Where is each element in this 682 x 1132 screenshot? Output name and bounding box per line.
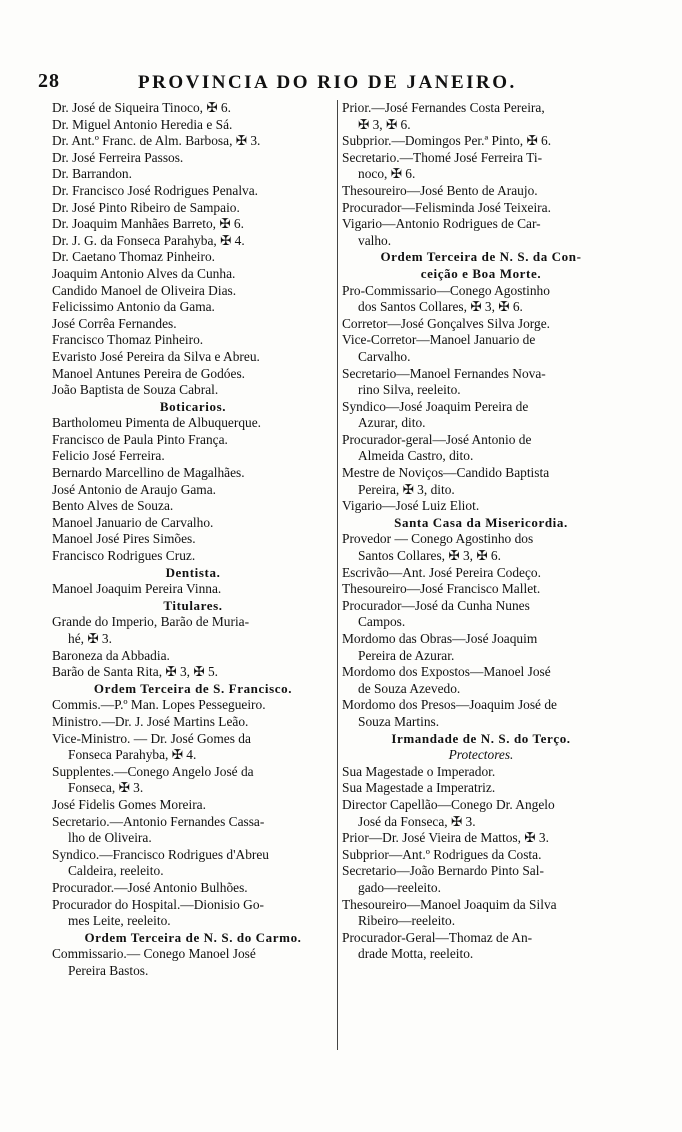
text-line: Procurador—Felisminda José Teixeira. bbox=[342, 199, 551, 215]
page-number: 28 bbox=[38, 70, 60, 92]
text-line: Provedor — Conego Agostinho dos bbox=[342, 531, 534, 547]
column-divider bbox=[337, 100, 338, 1050]
text-line: José Corrêa Fernandes. bbox=[52, 315, 177, 331]
text-line: Grande do Imperio, Barão de Muria- bbox=[52, 614, 250, 630]
text-line: Dr. José Pinto Ribeiro de Sampaio. bbox=[52, 199, 240, 215]
text-line: Thesoureiro—José Francisco Mallet. bbox=[342, 581, 541, 597]
text-line: Thesoureiro—Manoel Joaquim da Silva bbox=[342, 896, 557, 912]
section-heading: Ordem Terceira de N. S. do Carmo. bbox=[84, 929, 302, 945]
text-line: Dr. Francisco José Rodrigues Penalva. bbox=[52, 182, 259, 198]
text-line: Subprior—Ant.º Rodrigues da Costa. bbox=[342, 846, 542, 862]
text-line: Prior—Dr. José Vieira de Mattos, ✠ 3. bbox=[342, 830, 549, 846]
text-line: Manoel Joaquim Pereira Vinna. bbox=[52, 581, 222, 597]
text-line: Baroneza da Abbadia. bbox=[52, 647, 170, 663]
page-header bbox=[38, 70, 648, 94]
text-line: Syndico.—Francisco Rodrigues d'Abreu bbox=[52, 846, 270, 862]
text-line: Santos Collares, ✠ 3, ✠ 6. bbox=[358, 548, 501, 564]
text-line: Almeida Castro, dito. bbox=[358, 448, 474, 464]
text-line: Sua Magestade o Imperador. bbox=[342, 763, 496, 779]
text-line: Pereira, ✠ 3, dito. bbox=[358, 481, 455, 497]
text-line: valho. bbox=[358, 232, 392, 248]
text-line: Protectores. bbox=[448, 747, 514, 763]
text-line: Azurar, dito. bbox=[358, 415, 426, 431]
text-line: Dr. Caetano Thomaz Pinheiro. bbox=[52, 249, 216, 265]
text-line: Dr. Miguel Antonio Heredia e Sá. bbox=[52, 116, 233, 132]
text-line: Pereira Bastos. bbox=[68, 962, 149, 978]
text-line: Subprior.—Domingos Per.ª Pinto, ✠ 6. bbox=[342, 133, 552, 149]
text-line: Pereira de Azurar. bbox=[358, 647, 455, 663]
text-line: Secretario.—Antonio Fernandes Cassa- bbox=[52, 813, 265, 829]
text-line: Manoel José Pires Simões. bbox=[52, 531, 196, 547]
section-heading: Ordem Terceira de N. S. da Con- bbox=[380, 249, 582, 265]
text-line: lho de Oliveira. bbox=[68, 830, 152, 846]
text-line: drade Motta, reeleito. bbox=[358, 946, 474, 962]
text-line: Carvalho. bbox=[358, 348, 411, 364]
text-line: Commissario.— Conego Manoel José bbox=[52, 946, 256, 962]
section-heading: Titulares. bbox=[163, 597, 223, 613]
text-line: Ministro.—Dr. J. José Martins Leão. bbox=[52, 713, 249, 729]
text-line: Secretario—Manoel Fernandes Nova- bbox=[342, 365, 546, 381]
text-line: Francisco Thomaz Pinheiro. bbox=[52, 332, 204, 348]
text-line: Vigario—José Luiz Eliot. bbox=[342, 498, 480, 514]
text-line: Bento Alves de Souza. bbox=[52, 498, 174, 514]
text-line: Barão de Santa Rita, ✠ 3, ✠ 5. bbox=[52, 664, 218, 680]
text-line: Dr. J. G. da Fonseca Parahyba, ✠ 4. bbox=[52, 232, 245, 248]
text-line: Procurador-geral—José Antonio de bbox=[342, 431, 532, 447]
text-line: Dr. Joaquim Manhães Barreto, ✠ 6. bbox=[52, 216, 244, 232]
section-heading: Boticarios. bbox=[159, 398, 227, 414]
text-line: Candido Manoel de Oliveira Dias. bbox=[52, 282, 237, 298]
text-line: José Fidelis Gomes Moreira. bbox=[52, 796, 206, 812]
text-line: Dr. José de Siqueira Tinoco, ✠ 6. bbox=[52, 100, 231, 115]
text-line: Felicissimo Antonio da Gama. bbox=[52, 299, 215, 315]
text-line: gado—reeleito. bbox=[358, 879, 441, 895]
text-line: Fonseca, ✠ 3. bbox=[68, 780, 144, 796]
text-line: Procurador.—José Antonio Bulhões. bbox=[52, 879, 248, 895]
text-line: Procurador do Hospital.—Dionisio Go- bbox=[52, 896, 264, 912]
text-line: rino Silva, reeleito. bbox=[358, 382, 461, 398]
text-line: Commis.—P.º Man. Lopes Pessegueiro. bbox=[52, 697, 266, 713]
text-line: José da Fonseca, ✠ 3. bbox=[358, 813, 476, 829]
text-line: Prior.—José Fernandes Costa Pereira, bbox=[342, 100, 545, 115]
text-line: ✠ 3, ✠ 6. bbox=[358, 116, 411, 132]
text-line: Syndico—José Joaquim Pereira de bbox=[342, 398, 529, 414]
text-line: Dr. Barrandon. bbox=[52, 166, 132, 182]
text-line: Mordomo das Obras—José Joaquim bbox=[342, 631, 538, 646]
text-line: Procurador—José da Cunha Nunes bbox=[342, 597, 530, 613]
text-line: Bartholomeu Pimenta de Albuquerque. bbox=[52, 415, 261, 431]
text-line: Thesoureiro—José Bento de Araujo. bbox=[342, 182, 538, 198]
section-heading: Santa Casa da Misericordia. bbox=[394, 514, 568, 530]
right-column bbox=[342, 100, 620, 963]
section-heading: Irmandade de N. S. do Terço. bbox=[391, 730, 571, 746]
left-column bbox=[52, 100, 334, 979]
text-line: Secretario.—Thomé José Ferreira Ti- bbox=[342, 149, 543, 165]
text-line: Ribeiro—reeleito. bbox=[358, 913, 456, 929]
section-heading: Dentista. bbox=[165, 564, 221, 580]
text-line: Mordomo dos Expostos—Manoel José bbox=[342, 664, 551, 680]
section-heading: Ordem Terceira de S. Francisco. bbox=[93, 680, 293, 696]
text-line: Bernardo Marcellino de Magalhães. bbox=[52, 465, 245, 481]
text-line: Secretario—João Bernardo Pinto Sal- bbox=[342, 863, 544, 879]
text-line: Joaquim Antonio Alves da Cunha. bbox=[52, 265, 236, 281]
text-line: Mordomo dos Presos—Joaquim José de bbox=[342, 697, 557, 713]
text-line: de Souza Azevedo. bbox=[358, 680, 461, 696]
text-line: noco, ✠ 6. bbox=[358, 166, 416, 182]
text-line: mes Leite, reeleito. bbox=[68, 913, 171, 929]
text-line: Pro-Commissario—Conego Agostinho bbox=[342, 282, 550, 298]
text-line: Dr. José Ferreira Passos. bbox=[52, 149, 184, 165]
text-line: Caldeira, reeleito. bbox=[68, 863, 164, 879]
text-line: Director Capellão—Conego Dr. Angelo bbox=[342, 796, 555, 812]
text-line: João Baptista de Souza Cabral. bbox=[52, 382, 219, 398]
text-line: hé, ✠ 3. bbox=[68, 631, 112, 646]
text-line: Francisco Rodrigues Cruz. bbox=[52, 548, 196, 564]
text-line: Vice-Ministro. — Dr. José Gomes da bbox=[52, 730, 251, 746]
text-line: Manoel Antunes Pereira de Godóes. bbox=[52, 365, 245, 381]
text-line: Felicio José Ferreira. bbox=[52, 448, 165, 464]
text-line: Procurador-Geral—Thomaz de An- bbox=[342, 929, 533, 945]
running-title: PROVINCIA DO RIO DE JANEIRO. bbox=[138, 72, 517, 93]
text-line: José Antonio de Araujo Gama. bbox=[52, 481, 217, 497]
text-line: dos Santos Collares, ✠ 3, ✠ 6. bbox=[358, 299, 523, 315]
text-line: Souza Martins. bbox=[358, 713, 440, 729]
text-line: Mestre de Noviços—Candido Baptista bbox=[342, 465, 550, 481]
text-line: Corretor—José Gonçalves Silva Jorge. bbox=[342, 315, 551, 331]
text-line: Fonseca Parahyba, ✠ 4. bbox=[68, 747, 197, 763]
text-line: Escrivão—Ant. José Pereira Codeço. bbox=[342, 564, 541, 580]
text-line: Sua Magestade a Imperatriz. bbox=[342, 780, 496, 796]
text-line: Campos. bbox=[358, 614, 406, 630]
text-line: Supplentes.—Conego Angelo José da bbox=[52, 763, 254, 779]
text-line: Francisco de Paula Pinto França. bbox=[52, 431, 228, 447]
text-line: Vice-Corretor—Manoel Januario de bbox=[342, 332, 536, 348]
text-line: Dr. Ant.º Franc. de Alm. Barbosa, ✠ 3. bbox=[52, 133, 261, 149]
text-line: Evaristo José Pereira da Silva e Abreu. bbox=[52, 348, 260, 364]
text-line: Vigario—Antonio Rodrigues de Car- bbox=[342, 216, 541, 232]
text-line: Manoel Januario de Carvalho. bbox=[52, 514, 214, 530]
section-heading: ceição e Boa Morte. bbox=[420, 265, 542, 281]
